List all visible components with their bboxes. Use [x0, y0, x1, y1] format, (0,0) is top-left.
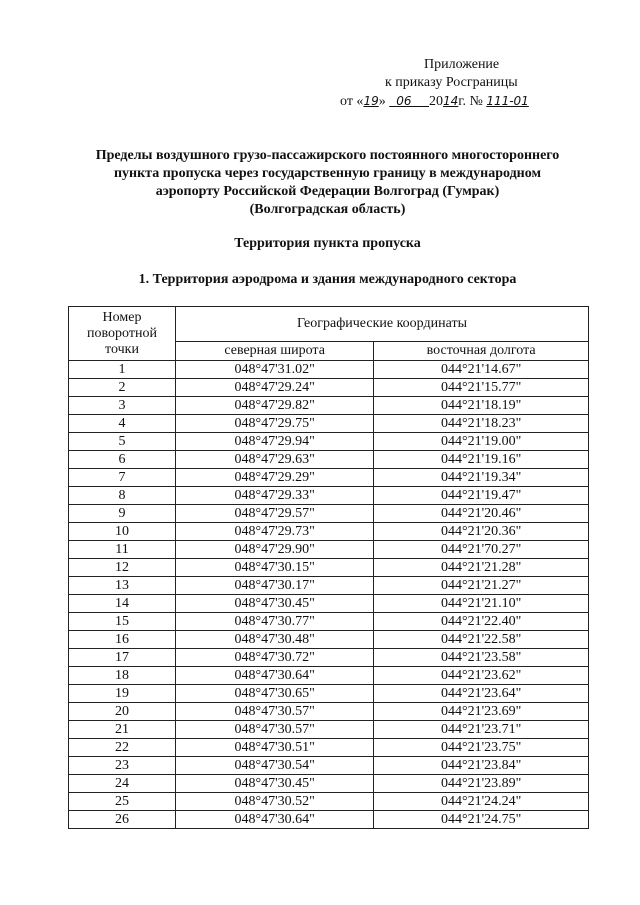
- longitude-cell: 044°21'23.64": [374, 685, 589, 703]
- table-row: [69, 703, 589, 721]
- latitude-cell: 048°47'30.48": [176, 631, 374, 649]
- latitude-cell: 048°47'29.63": [176, 451, 374, 469]
- date-day: 19: [363, 94, 379, 108]
- longitude-cell: 044°21'19.16": [374, 451, 589, 469]
- table-row: [69, 415, 589, 433]
- table-row: [69, 505, 589, 523]
- latitude-cell: 048°47'30.51": [176, 739, 374, 757]
- latitude-cell: 048°47'29.57": [176, 505, 374, 523]
- latitude-cell: 048°47'30.17": [176, 577, 374, 595]
- longitude-cell: 044°21'23.71": [374, 721, 589, 739]
- point-number-cell: 25: [69, 793, 176, 811]
- longitude-cell: 044°21'20.46": [374, 505, 589, 523]
- table-row: [69, 361, 589, 379]
- table-row: [69, 595, 589, 613]
- latitude-cell: 048°47'30.54": [176, 757, 374, 775]
- point-number-cell: 9: [69, 505, 176, 523]
- date-sep: »: [378, 94, 386, 109]
- date-month-line: [389, 94, 429, 109]
- latitude-cell: 048°47'30.64": [176, 811, 374, 829]
- point-number-cell: 1: [69, 361, 176, 379]
- table-row: [69, 559, 589, 577]
- appendix-line2: к приказу Росграницы: [385, 75, 518, 90]
- title-line: Пределы воздушного грузо-пассажирского постоянного многостороннего: [95, 148, 560, 163]
- table-row: [69, 739, 589, 757]
- table-row: [69, 487, 589, 505]
- point-number-cell: 23: [69, 757, 176, 775]
- latitude-cell: 048°47'29.29": [176, 469, 374, 487]
- table-row: [69, 757, 589, 775]
- point-number-cell: 10: [69, 523, 176, 541]
- longitude-cell: 044°21'20.36": [374, 523, 589, 541]
- point-number-cell: 17: [69, 649, 176, 667]
- table-row: [69, 649, 589, 667]
- table-row: [69, 433, 589, 451]
- latitude-cell: 048°47'30.72": [176, 649, 374, 667]
- longitude-cell: 044°21'19.00": [374, 433, 589, 451]
- point-number-cell: 16: [69, 631, 176, 649]
- longitude-cell: 044°21'23.84": [374, 757, 589, 775]
- table-row: [69, 523, 589, 541]
- point-number-cell: 15: [69, 613, 176, 631]
- table-row: [69, 775, 589, 793]
- title-line: пункта пропуска через государственную границу в международном: [113, 166, 541, 181]
- point-number-cell: 3: [69, 397, 176, 415]
- longitude-cell: 044°21'15.77": [374, 379, 589, 397]
- latitude-cell: 048°47'31.02": [176, 361, 374, 379]
- latitude-cell: 048°47'30.64": [176, 667, 374, 685]
- point-number-cell: 7: [69, 469, 176, 487]
- date-month: 06: [396, 94, 412, 108]
- point-number-cell: 8: [69, 487, 176, 505]
- latitude-cell: 048°47'30.65": [176, 685, 374, 703]
- longitude-cell: 044°21'24.75": [374, 811, 589, 829]
- point-number-cell: 21: [69, 721, 176, 739]
- table-row: [69, 397, 589, 415]
- latitude-cell: 048°47'30.57": [176, 703, 374, 721]
- point-number-cell: 4: [69, 415, 176, 433]
- longitude-cell: 044°21'22.40": [374, 613, 589, 631]
- latitude-cell: 048°47'29.82": [176, 397, 374, 415]
- header-geo-coordinates: Географические координаты: [176, 307, 589, 342]
- longitude-cell: 044°21'23.75": [374, 739, 589, 757]
- point-number-cell: 6: [69, 451, 176, 469]
- longitude-cell: 044°21'18.19": [374, 397, 589, 415]
- point-number-cell: 5: [69, 433, 176, 451]
- longitude-cell: 044°21'14.67": [374, 361, 589, 379]
- latitude-cell: 048°47'30.45": [176, 595, 374, 613]
- header-latitude: северная широта: [176, 342, 374, 361]
- year-suffix: 14: [443, 94, 459, 108]
- document-title: [40, 147, 615, 219]
- header-point-number: Номер поворотной точки: [69, 307, 176, 361]
- appendix-date-line: [340, 92, 590, 111]
- latitude-cell: 048°47'30.77": [176, 613, 374, 631]
- table-row: [69, 577, 589, 595]
- table-row: [69, 721, 589, 739]
- table-row: [69, 541, 589, 559]
- title-line: (Волгоградская область): [249, 202, 406, 217]
- longitude-cell: 044°21'24.24": [374, 793, 589, 811]
- point-number-cell: 22: [69, 739, 176, 757]
- subtitle: Территория пункта пропуска: [234, 236, 421, 251]
- header-longitude: восточная долгота: [374, 342, 589, 361]
- section-heading: 1. Территория аэродрома и здания международного сектора: [138, 272, 517, 287]
- longitude-cell: 044°21'23.89": [374, 775, 589, 793]
- point-number-cell: 19: [69, 685, 176, 703]
- latitude-cell: 048°47'29.24": [176, 379, 374, 397]
- latitude-cell: 048°47'30.45": [176, 775, 374, 793]
- longitude-cell: 044°21'21.27": [374, 577, 589, 595]
- point-number-cell: 24: [69, 775, 176, 793]
- table-row: [69, 613, 589, 631]
- longitude-cell: 044°21'23.69": [374, 703, 589, 721]
- order-number: 111-01: [486, 94, 529, 108]
- longitude-cell: 044°21'70.27": [374, 541, 589, 559]
- table-row: [69, 451, 589, 469]
- point-number-cell: 18: [69, 667, 176, 685]
- table-row: [69, 379, 589, 397]
- appendix-line1: Приложение: [424, 57, 500, 72]
- latitude-cell: 048°47'29.90": [176, 541, 374, 559]
- point-number-cell: 13: [69, 577, 176, 595]
- longitude-cell: 044°21'21.10": [374, 595, 589, 613]
- latitude-cell: 048°47'30.57": [176, 721, 374, 739]
- year-label: г. №: [458, 94, 483, 109]
- point-number-cell: 11: [69, 541, 176, 559]
- longitude-cell: 044°21'22.58": [374, 631, 589, 649]
- point-number-cell: 14: [69, 595, 176, 613]
- longitude-cell: 044°21'21.28": [374, 559, 589, 577]
- point-number-cell: 26: [69, 811, 176, 829]
- longitude-cell: 044°21'19.34": [374, 469, 589, 487]
- table-row: [69, 667, 589, 685]
- appendix-header: [340, 56, 590, 111]
- latitude-cell: 048°47'29.94": [176, 433, 374, 451]
- date-prefix: от «: [340, 94, 364, 109]
- latitude-cell: 048°47'30.15": [176, 559, 374, 577]
- table-row: [69, 631, 589, 649]
- table-row: [69, 469, 589, 487]
- longitude-cell: 044°21'19.47": [374, 487, 589, 505]
- coordinates-table: [68, 306, 589, 829]
- title-line: аэропорту Российской Федерации Волгоград (Гумрак): [155, 184, 500, 199]
- point-number-cell: 12: [69, 559, 176, 577]
- latitude-cell: 048°47'29.75": [176, 415, 374, 433]
- table-row: [69, 685, 589, 703]
- latitude-cell: 048°47'30.52": [176, 793, 374, 811]
- table-row: [69, 793, 589, 811]
- latitude-cell: 048°47'29.33": [176, 487, 374, 505]
- latitude-cell: 048°47'29.73": [176, 523, 374, 541]
- longitude-cell: 044°21'18.23": [374, 415, 589, 433]
- point-number-cell: 20: [69, 703, 176, 721]
- year-prefix: 20: [429, 94, 443, 109]
- longitude-cell: 044°21'23.58": [374, 649, 589, 667]
- point-number-cell: 2: [69, 379, 176, 397]
- longitude-cell: 044°21'23.62": [374, 667, 589, 685]
- table-row: [69, 811, 589, 829]
